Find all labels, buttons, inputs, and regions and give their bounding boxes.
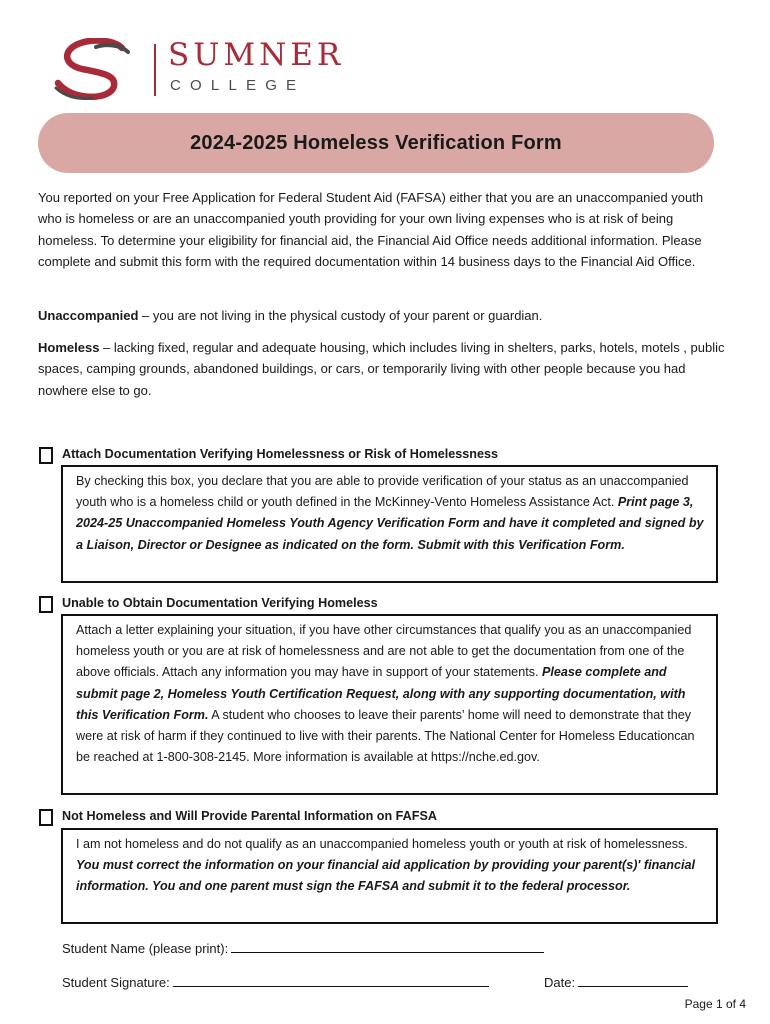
definition-term-unaccompanied: Unaccompanied — [38, 308, 139, 323]
section-box-attach-documentation — [61, 465, 718, 583]
section-emphasis-not-homeless: You must correct the information on your financial aid application by providing your parent(s)' financial information. You and one parent must sign the FAFSA and submit it to the federal processor. — [76, 858, 695, 894]
title-banner — [38, 113, 714, 173]
student-signature-label: Student Signature: — [62, 975, 170, 990]
student-signature-row — [62, 974, 489, 990]
definition-text-unaccompanied: – you are not living in the physical custody of your parent or guardian. — [138, 308, 543, 323]
page-number: Page 1 of 4 — [684, 997, 746, 1011]
definition-unaccompanied — [38, 305, 728, 326]
definition-homeless — [38, 337, 728, 401]
section-heading-attach-documentation: Attach Documentation Verifying Homelessness or Risk of Homelessness — [62, 447, 499, 461]
section-box-unable-to-obtain — [61, 614, 718, 795]
section-text-attach-documentation: By checking this box, you declare that you are able to provide verification of your status as an unaccompanied youth who is a homeless child or youth defined in the McKinney-Vento Homeless Assistance Act. — [76, 474, 689, 510]
logo-divider — [154, 44, 156, 96]
student-name-input[interactable] — [231, 940, 544, 953]
student-name-row — [62, 940, 544, 956]
sumner-college-logo — [52, 37, 345, 100]
definition-text-homeless: – lacking fixed, regular and adequate housing, which includes living in shelters, parks, hotels, motels , public spaces, camping grounds, abandoned buildings, or cars, or temporarily living with other people because you had nowhere else to go. — [38, 340, 725, 398]
section-text-unable-to-obtain: Attach a letter explaining your situation, if you have other circumstances that qualify you as an unaccompanied homeless youth or you are at risk of homelessness and are not able to get the documentation from one of the above officials. Attach any information you may have in support of your statements. — [76, 623, 692, 680]
attach-documentation-checkbox[interactable] — [39, 447, 53, 464]
date-input[interactable] — [578, 974, 688, 987]
logo-subname: COLLEGE — [170, 77, 306, 94]
section-text-after-unable-to-obtain: A student who chooses to leave their parents’ home will need to demonstrate that they were at risk of harm if they continued to live with their parents. The National Center for Homeless Educationcan be reached at 1-800-308-2145. More information is available at https://nche.ed.gov. — [76, 707, 695, 765]
section-heading-not-homeless: Not Homeless and Will Provide Parental Information on FAFSA — [62, 809, 437, 823]
page-title: 2024-2025 Homeless Verification Form — [190, 131, 562, 154]
section-text-not-homeless: I am not homeless and do not qualify as an unaccompanied homeless youth or youth at risk of homelessness. — [76, 837, 688, 851]
student-name-label: Student Name (please print): — [62, 941, 229, 956]
student-signature-input[interactable] — [173, 974, 489, 987]
unable-to-obtain-documentation-checkbox[interactable] — [39, 596, 53, 613]
logo-name: SUMNER — [168, 37, 345, 73]
sumner-s-monogram-icon — [52, 38, 144, 100]
section-emphasis-unable-to-obtain: Please complete and submit page 2, Homeless Youth Certification Request, along with any supporting documentation, with this Verification Form. — [76, 665, 686, 722]
date-label: Date: — [544, 975, 576, 990]
intro-paragraph: You reported on your Free Application for Federal Student Aid (FAFSA) either that you are an unaccompanied youth who is homeless or are an unaccompanied youth providing for your own living expenses who is at risk of being homeless. To determine your eligibility for financial aid, the Financial Aid Office needs additional information. Please complete and submit this form with the required documentation within 14 business days to the Financial Aid Office. — [38, 190, 704, 269]
section-emphasis-attach-documentation: Print page 3, 2024-25 Unaccompanied Homeless Youth Agency Verification Form and have it completed and signed by a Liaison, Director or Designee as indicated on the form. Submit with this Verification Form. — [76, 495, 704, 552]
not-homeless-checkbox[interactable] — [39, 809, 53, 826]
definition-term-homeless: Homeless — [38, 340, 100, 355]
date-row — [544, 974, 688, 990]
section-heading-unable-to-obtain: Unable to Obtain Documentation Verifying Homeless — [62, 596, 378, 610]
section-box-not-homeless — [61, 828, 718, 924]
